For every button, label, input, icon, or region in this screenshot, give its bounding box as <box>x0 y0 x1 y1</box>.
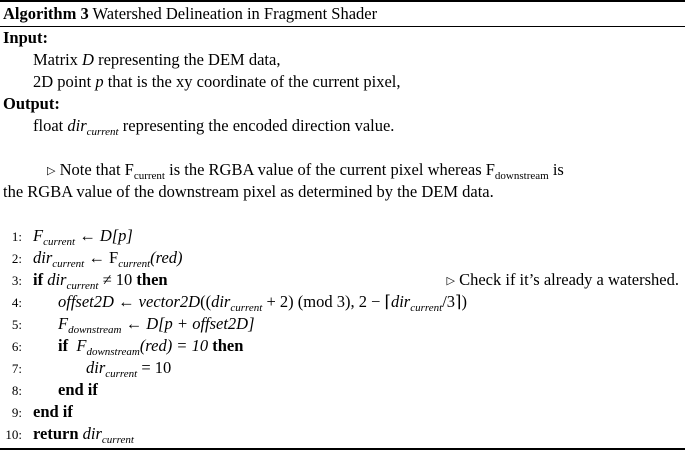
line-number: 10: <box>5 427 22 442</box>
bottom-rule <box>0 448 685 450</box>
line-number: 5: <box>11 317 22 332</box>
step-7: dir$_{current}$ = 10 <box>86 358 172 380</box>
step-6: if $F_{downstream}(red) = 10$ then <box>58 336 244 358</box>
line-number: 4: <box>11 295 22 310</box>
step-3-comment: ▷ Check if it’s already a watershed. <box>446 270 679 289</box>
top-rule <box>0 0 685 2</box>
line-number: 7: <box>11 361 22 376</box>
line-number: 2: <box>11 251 22 266</box>
line-number: 9: <box>11 405 22 420</box>
step-2: dir$_{current}$ ← $F_{current}(red)$ <box>33 248 183 270</box>
algorithm-name: Watershed Delineation in Fragment Shader <box>92 4 378 23</box>
input-heading: Input: <box>3 28 48 47</box>
input-line-2: 2D point p that is the xy coordinate of the current pixel, <box>33 72 401 91</box>
step-1: $F_{current}$ ← D[p] <box>33 226 133 248</box>
step-3: if dir$_{current}$ ≠ 10 then <box>33 270 168 292</box>
title-rule <box>0 26 685 27</box>
algorithm-title <box>3 4 377 24</box>
input-line-1: Matrix D representing the DEM data, <box>33 50 281 69</box>
output-line-1: float dir$_{current}$ representing the encoded direction value. <box>33 116 395 138</box>
line-number: 8: <box>11 383 22 398</box>
step-5: $F_{downstream}$ ← D[p + offset2D] <box>58 314 255 336</box>
step-8: end if <box>58 380 98 399</box>
step-10: return dir$_{current}$ <box>33 424 134 446</box>
step-9: end if <box>33 402 73 421</box>
line-number: 3: <box>11 273 22 288</box>
step-4: offset2D ← vector2D((dir$_{current}$ + 2) (mod 3), 2 − ⌈dir$_{current}$/3⌉) <box>58 292 467 314</box>
comment-triangle-icon: ▷ <box>446 275 455 287</box>
line-number: 1: <box>11 229 22 244</box>
note-line-1: ▷ Note that $F_{current}$ is the RGBA value of the current pixel whereas $F_{downstream}$ is <box>47 160 564 182</box>
comment-triangle-icon: ▷ <box>47 165 56 177</box>
output-heading: Output: <box>3 94 60 113</box>
note-line-2: the RGBA value of the downstream pixel as determined by the DEM data. <box>3 182 494 201</box>
line-number: 6: <box>11 339 22 354</box>
algorithm-label: Algorithm 3 <box>3 4 89 23</box>
